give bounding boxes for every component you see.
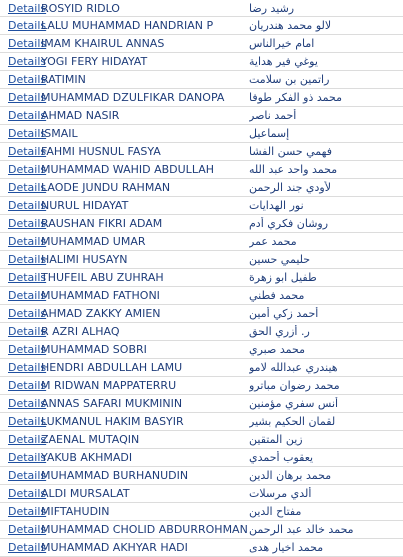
table-row <box>0 503 403 521</box>
details-link[interactable]: Details <box>8 541 47 554</box>
member-name: MUHAMMAD CHOLID ABDURROHMAN <box>41 523 248 536</box>
table-row <box>0 17 403 35</box>
details-link[interactable]: Details <box>8 1 47 15</box>
details-link[interactable]: Details <box>8 289 47 302</box>
member-name: FAHMI HUSNUL FASYA <box>41 145 161 158</box>
details-link[interactable]: Details <box>8 469 47 482</box>
details-link[interactable]: Details <box>8 235 47 248</box>
table-row <box>0 53 403 71</box>
member-name: LUKMANUL HAKIM BASYIR <box>41 415 184 428</box>
member-name: MUHAMMAD FATHONI <box>41 289 160 302</box>
table-row <box>0 89 403 107</box>
member-name-arabic: ألدي مرسلات <box>249 487 312 500</box>
details-link[interactable]: Details <box>8 91 47 104</box>
member-name-arabic: أحمد ناصر <box>249 109 297 122</box>
table-row <box>0 143 403 161</box>
member-name: YAKUB AKHMADI <box>41 451 133 464</box>
details-link[interactable]: Details <box>8 343 47 356</box>
member-name-arabic: محمد خالد عبد الرحمن <box>249 523 354 536</box>
table-row <box>0 215 403 233</box>
details-link[interactable]: Details <box>8 415 47 428</box>
details-link[interactable]: Details <box>8 163 47 176</box>
member-name-arabic: روشان فكري أدم <box>249 217 329 230</box>
details-link[interactable]: Details <box>8 451 47 464</box>
table-row <box>0 125 403 143</box>
table-row <box>0 287 403 305</box>
member-name-arabic: هيندري عبدالله لامو <box>249 361 338 374</box>
details-link[interactable]: Details <box>8 505 47 518</box>
details-link[interactable]: Details <box>8 73 47 86</box>
member-name: MUHAMMAD DZULFIKAR DANOPA <box>41 91 225 104</box>
details-link[interactable]: Details <box>8 37 47 50</box>
member-name: MUHAMMAD AKHYAR HADI <box>41 541 188 554</box>
details-link[interactable]: Details <box>8 379 47 392</box>
table-row <box>0 0 403 17</box>
member-name-arabic: يوغي فير هداية <box>249 55 318 68</box>
details-link[interactable]: Details <box>8 217 47 230</box>
details-link[interactable]: Details <box>8 487 47 500</box>
member-name-arabic: رشيد رضا <box>249 1 295 15</box>
member-name: MUHAMMAD BURHANUDIN <box>41 469 189 482</box>
details-link[interactable]: Details <box>8 109 47 122</box>
table-row <box>0 179 403 197</box>
details-link[interactable]: Details <box>8 19 47 32</box>
table-row <box>0 197 403 215</box>
member-name-arabic: لالو محمد هندريان <box>249 19 332 32</box>
member-name-arabic: أنس سفري مؤمنين <box>249 397 339 410</box>
table-row <box>0 521 403 539</box>
table-row <box>0 323 403 341</box>
table-row <box>0 161 403 179</box>
member-name-arabic: مفتاح الدين <box>249 505 302 518</box>
member-name: LALU MUHAMMAD HANDRIAN P <box>41 19 214 32</box>
member-name-arabic: ر. أزري الحق <box>249 325 310 338</box>
member-name: THUFEIL ABU ZUHRAH <box>41 271 164 284</box>
member-name-arabic: محمد صبري <box>249 343 305 356</box>
member-name-arabic: راتمين بن سلامت <box>249 73 330 86</box>
member-name-arabic: لأودي جند الرحمن <box>249 181 331 194</box>
details-link[interactable]: Details <box>8 397 47 410</box>
member-name-arabic: حليمي حسين <box>249 253 311 266</box>
member-name-arabic: محمد عمر <box>249 235 297 248</box>
details-link[interactable]: Details <box>8 307 47 320</box>
member-name-arabic: طفيل ابو زهرة <box>249 271 317 284</box>
details-link[interactable]: Details <box>8 199 47 212</box>
member-name: MIFTAHUDIN <box>41 505 110 518</box>
member-name: LAODE JUNDU RAHMAN <box>41 181 171 194</box>
table-row <box>0 107 403 125</box>
member-name-arabic: أحمد زكي أمين <box>249 307 319 320</box>
member-name-arabic: محمد رضوان مباترو <box>249 379 340 392</box>
member-name: MUHAMMAD SOBRI <box>41 343 147 356</box>
details-link[interactable]: Details <box>8 127 47 140</box>
member-name-arabic: زين المتقين <box>249 433 303 446</box>
details-link[interactable]: Details <box>8 325 47 338</box>
member-name: IMAM KHAIRUL ANNAS <box>41 37 165 50</box>
member-name: HENDRI ABDULLAH LAMU <box>41 361 183 374</box>
table-row <box>0 233 403 251</box>
member-name-arabic: إسماعيل <box>249 127 290 140</box>
details-link[interactable]: Details <box>8 145 47 158</box>
member-name-arabic: محمد ذو الفكر طوفا <box>249 91 342 104</box>
member-name: HALIMI HUSAYN <box>41 253 128 266</box>
member-name: RATIMIN <box>41 73 86 86</box>
member-name: MUHAMMAD UMAR <box>41 235 146 248</box>
table-row <box>0 359 403 377</box>
table-row <box>0 449 403 467</box>
member-name-arabic: امام خيرالناس <box>249 37 315 50</box>
member-name: ISMAIL <box>41 127 78 140</box>
member-name-arabic: محمد اخيار هدى <box>249 541 324 554</box>
member-name: RAUSHAN FIKRI ADAM <box>41 217 163 230</box>
table-row <box>0 341 403 359</box>
details-link[interactable]: Details <box>8 523 47 536</box>
table-row <box>0 305 403 323</box>
member-name: ROSYID RIDLO <box>41 1 120 15</box>
member-name: YOGI FERY HIDAYAT <box>41 55 148 68</box>
member-name-arabic: نور الهدايات <box>249 199 304 212</box>
member-name: ANNAS SAFARI MUKMININ <box>41 397 183 410</box>
table-row <box>0 431 403 449</box>
table-row <box>0 413 403 431</box>
details-link[interactable]: Details <box>8 433 47 446</box>
details-link[interactable]: Details <box>8 253 47 266</box>
member-name-arabic: محمد واحد عبد الله <box>249 163 338 176</box>
table-row <box>0 71 403 89</box>
member-name-arabic: يعقوب أحمدي <box>249 451 314 464</box>
details-link[interactable]: Details <box>8 181 47 194</box>
table-row <box>0 485 403 503</box>
table-row <box>0 467 403 485</box>
table-row <box>0 395 403 413</box>
member-name: MUHAMMAD WAHID ABDULLAH <box>41 163 214 176</box>
table-row <box>0 539 403 557</box>
member-name: M RIDWAN MAPPATERRU <box>41 379 177 392</box>
table-row <box>0 377 403 395</box>
member-name: AHMAD ZAKKY AMIEN <box>41 307 161 320</box>
member-name-arabic: لقمان الحكيم بشير <box>249 415 336 428</box>
details-link[interactable]: Details <box>8 271 47 284</box>
table-row <box>0 251 403 269</box>
member-name-arabic: محمد فطني <box>249 289 305 302</box>
details-link[interactable]: Details <box>8 361 47 374</box>
table-row <box>0 269 403 287</box>
member-name: ZAENAL MUTAQIN <box>41 433 140 446</box>
member-name: ALDI MURSALAT <box>41 487 130 500</box>
member-name: AHMAD NASIR <box>41 109 120 122</box>
table-row <box>0 35 403 53</box>
member-name: NURUL HIDAYAT <box>41 199 129 212</box>
member-name: R AZRI ALHAQ <box>41 325 120 338</box>
member-name-arabic: فهمي حسن الفشا <box>249 145 332 158</box>
member-name-arabic: محمد برهان الدين <box>249 469 332 482</box>
details-link[interactable]: Details <box>8 55 47 68</box>
